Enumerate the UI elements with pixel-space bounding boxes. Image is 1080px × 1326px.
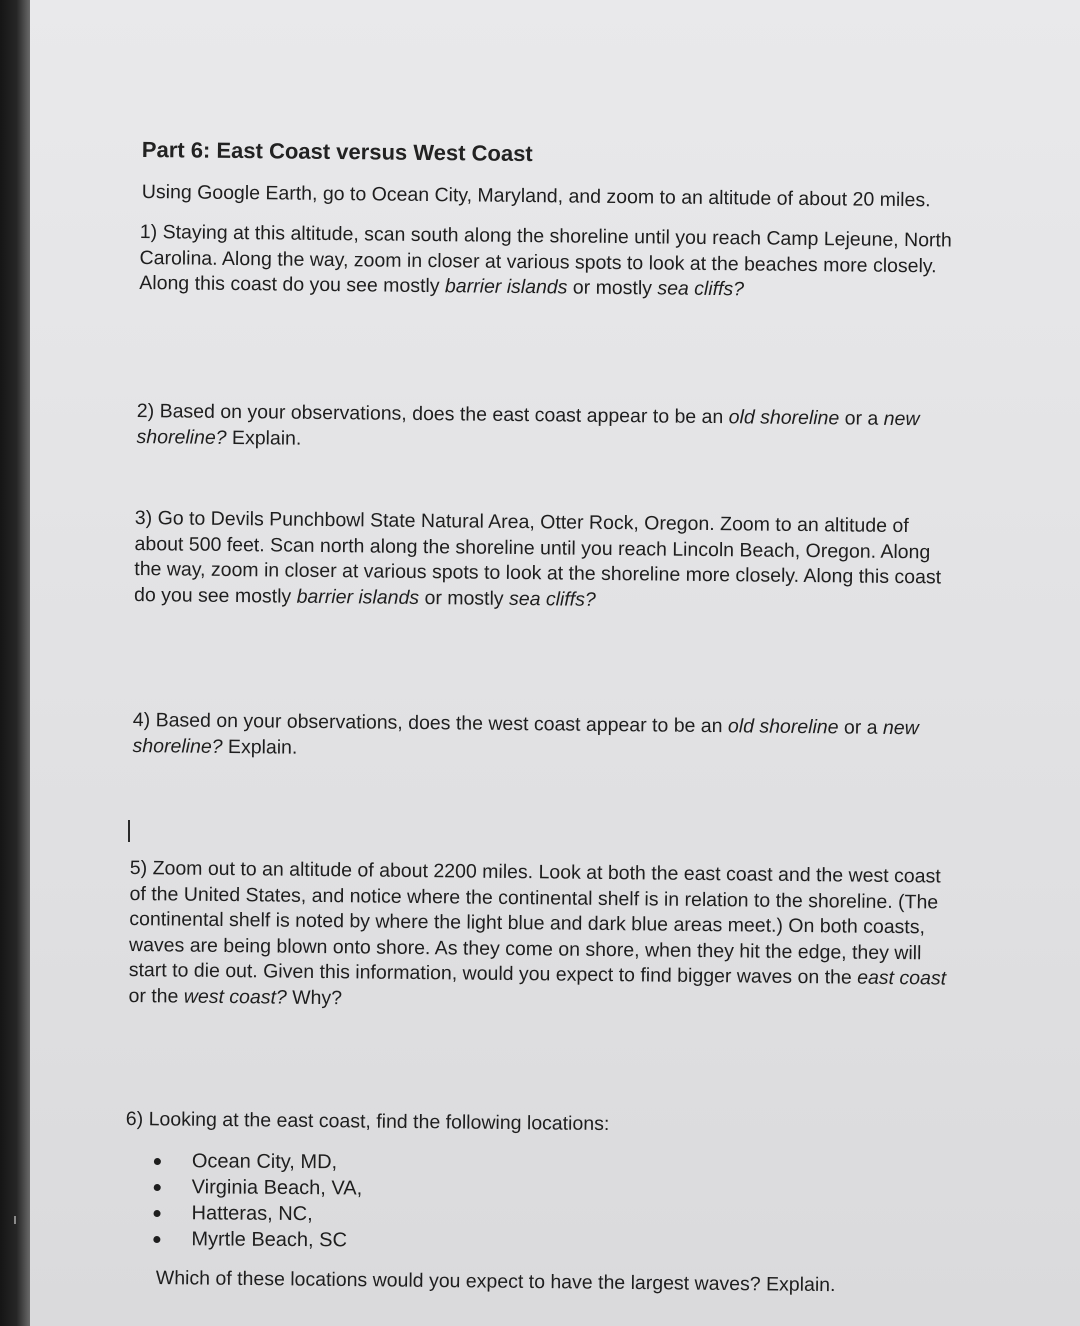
bullet-icon (154, 1184, 161, 1191)
closing-question: Which of these locations would you expect to have the largest waves? Explain. (155, 1267, 836, 1297)
list-item: Ocean City, MD, (150, 1148, 363, 1175)
question-1 (139, 220, 952, 305)
question-5-line-6: or the west coast? Why? (128, 984, 343, 1009)
question-2 (136, 399, 919, 458)
term-sea-cliffs: sea cliffs? (508, 587, 596, 611)
locations-list (149, 1148, 362, 1253)
question-1-line-3: Along this coast do you see mostly barrier islands or mostly sea cliffs? (139, 271, 745, 301)
question-1-line-2: Carolina. Along the way, zoom in closer at various spots to look at the beaches more closely. (139, 246, 937, 277)
question-4 (132, 708, 918, 767)
term-barrier-islands: barrier islands (296, 585, 420, 609)
question-4-line-2: shoreline? Explain. (132, 734, 298, 759)
text-cursor[interactable] (128, 820, 130, 842)
question-3-line-3: the way, zoom in closer at various spots to look at the shoreline more closely. Along this coast (134, 557, 942, 589)
term-new: new (883, 407, 920, 431)
question-6: 6) Looking at the east coast, find the following locations: (125, 1108, 610, 1136)
question-3-line-4: do you see mostly barrier islands or mostly sea cliffs? (133, 583, 596, 611)
question-4-line-1: 4) Based on your observations, does the west coast appear to be an old shoreline or a new (132, 708, 919, 740)
question-5-line-3: continental shelf is noted by where the light blue and dark blue areas meet.) On both coasts, (129, 907, 926, 939)
section-heading: Part 6: East Coast versus West Coast (141, 137, 533, 167)
question-2-line-1: 2) Based on your observations, does the east coast appear to be an old shoreline or a new (136, 399, 920, 431)
list-item: Myrtle Beach, SC (149, 1226, 362, 1253)
term-east-coast: east coast (857, 966, 947, 990)
list-item: Virginia Beach, VA, (150, 1174, 363, 1201)
question-1-line-1: 1) Staying at this altitude, scan south along the shoreline until you reach Camp Lejeune, North (139, 220, 952, 252)
intro-paragraph: Using Google Earth, go to Ocean City, Maryland, and zoom to an altitude of about 20 miles. (141, 180, 931, 212)
bullet-icon (153, 1236, 160, 1243)
term-old-shoreline: old shoreline (727, 715, 839, 739)
question-5-line-1: 5) Zoom out to an altitude of about 2200 miles. Look at both the east coast and the west coast (129, 856, 941, 888)
term-west-coast: west coast? (183, 985, 287, 1009)
question-5 (128, 856, 947, 1018)
term-barrier-islands: barrier islands (444, 275, 568, 299)
term-shoreline: shoreline? (132, 734, 223, 758)
term-sea-cliffs: sea cliffs? (657, 277, 745, 301)
question-5-line-5: start to die out. Given this information, would you expect to find bigger waves on the east coast (128, 958, 947, 990)
question-2-line-2: shoreline? Explain. (136, 425, 302, 450)
question-3-line-1: 3) Go to Devils Punchbowl State Natural Area, Otter Rock, Oregon. Zoom to an altitude of (134, 506, 909, 538)
bullet-icon (154, 1158, 161, 1165)
question-5-line-4: waves are being blown onto shore. As they come on shore, when they hit the edge, they will (128, 933, 922, 964)
document-page (30, 0, 1080, 1326)
term-old-shoreline: old shoreline (728, 406, 840, 430)
term-shoreline: shoreline? (136, 425, 227, 449)
question-3-line-2: about 500 feet. Scan north along the shoreline until you reach Lincoln Beach, Oregon. Along (134, 532, 931, 563)
term-new: new (882, 716, 919, 740)
bezel-speck (14, 1216, 16, 1224)
bullet-icon (154, 1210, 161, 1217)
monitor-bezel (0, 0, 30, 1326)
question-3 (134, 506, 942, 616)
list-item: Hatteras, NC, (149, 1200, 362, 1227)
question-5-line-2: of the United States, and notice where the continental shelf is in relation to the shoreline. (The (129, 882, 939, 913)
